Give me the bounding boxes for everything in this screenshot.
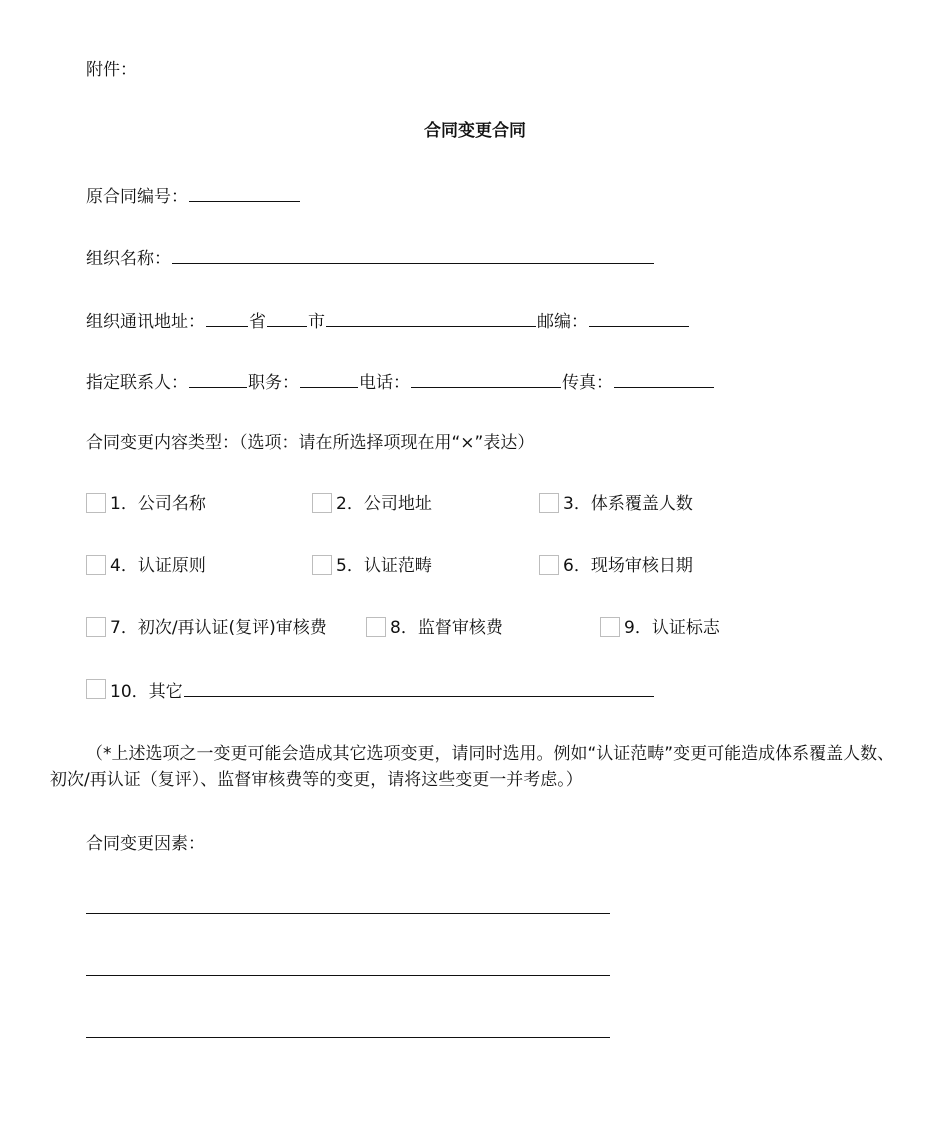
postcode-blank[interactable]	[589, 308, 689, 327]
contact-blank[interactable]	[189, 369, 247, 388]
fax-blank[interactable]	[614, 369, 714, 388]
phone-label: 电话：	[359, 373, 410, 393]
city-label: 市	[308, 312, 325, 332]
option-label-9: 9．认证标志	[624, 618, 720, 638]
option-label-4: 4．认证原则	[110, 556, 206, 576]
option-label-7: 7．初次/再认证(复评)审核费	[110, 618, 327, 638]
original-contract-no-label: 原合同编号：	[86, 187, 188, 207]
fax-label: 传真：	[562, 373, 613, 393]
original-contract-no-blank[interactable]	[189, 183, 300, 202]
contact-label: 指定联系人：	[86, 373, 188, 393]
option-label-10	[110, 678, 655, 704]
position-label: 职务：	[248, 373, 299, 393]
option-label-6: 6．现场审核日期	[563, 556, 693, 576]
org-name-row	[86, 245, 655, 271]
option-label-10-text: 10．其它	[110, 682, 183, 702]
postcode-label: 邮编：	[537, 312, 588, 332]
option-checkbox-3[interactable]	[539, 493, 559, 513]
phone-blank[interactable]	[411, 369, 561, 388]
street-blank[interactable]	[326, 308, 536, 327]
other-blank[interactable]	[184, 678, 654, 697]
attachment-label: 附件：	[86, 60, 137, 80]
option-checkbox-10[interactable]	[86, 679, 106, 699]
contact-row	[86, 369, 715, 395]
option-checkbox-5[interactable]	[312, 555, 332, 575]
option-checkbox-4[interactable]	[86, 555, 106, 575]
city-blank[interactable]	[267, 308, 307, 327]
reason-line-2[interactable]	[86, 975, 610, 976]
option-label-3: 3．体系覆盖人数	[563, 494, 693, 514]
position-blank[interactable]	[300, 369, 358, 388]
option-checkbox-1[interactable]	[86, 493, 106, 513]
province-blank[interactable]	[206, 308, 248, 327]
org-address-row	[86, 308, 690, 334]
org-address-label: 组织通讯地址：	[86, 312, 205, 332]
option-label-5: 5．认证范畴	[336, 556, 432, 576]
option-checkbox-2[interactable]	[312, 493, 332, 513]
option-checkbox-6[interactable]	[539, 555, 559, 575]
province-label: 省	[249, 312, 266, 332]
change-type-label: 合同变更内容类型：（选项：请在所选择项现在用“×”表达）	[86, 433, 535, 453]
change-reason-label: 合同变更因素：	[86, 834, 205, 854]
reason-line-1[interactable]	[86, 913, 610, 914]
option-checkbox-8[interactable]	[366, 617, 386, 637]
option-label-8: 8．监督审核费	[390, 618, 503, 638]
org-name-blank[interactable]	[172, 245, 654, 264]
option-checkbox-9[interactable]	[600, 617, 620, 637]
reason-line-3[interactable]	[86, 1037, 610, 1038]
option-checkbox-7[interactable]	[86, 617, 106, 637]
option-label-2: 2．公司地址	[336, 494, 432, 514]
org-name-label: 组织名称：	[86, 249, 171, 269]
selection-note: （*上述选项之一变更可能会造成其它选项变更，请同时选用。例如“认证范畴”变更可能造成体系覆盖人数、初次/再认证（复评）、监督审核费等的变更，请将这些变更一并考虑。）	[50, 744, 895, 790]
document-title: 合同变更合同	[424, 121, 526, 141]
option-label-1: 1．公司名称	[110, 494, 206, 514]
original-contract-no-row	[86, 183, 301, 209]
